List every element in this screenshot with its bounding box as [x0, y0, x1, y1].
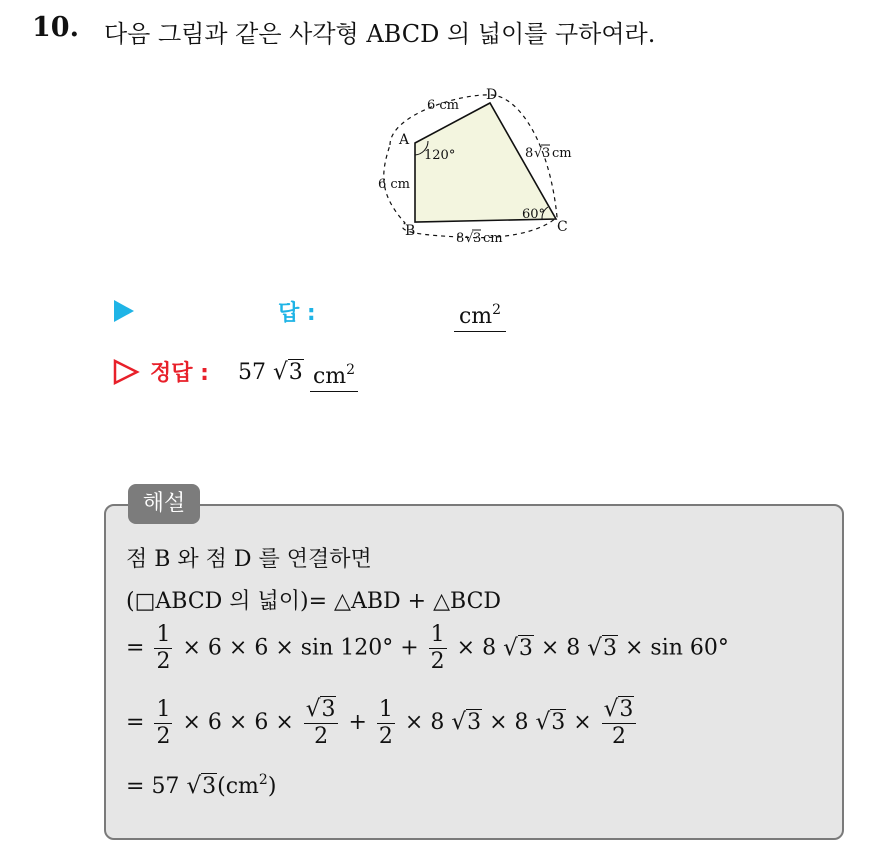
side-dc-label [525, 145, 572, 161]
solution-line-2: (□ABCD 의 넓이)= △ABD + △BCD [126, 589, 502, 614]
quadrilateral-diagram [360, 85, 600, 255]
svg-text:8: 8 [456, 231, 465, 246]
solution-line-4: = $\frac{1}{2}$ × 6 × 6 × $\frac{√3}{2}$ + $\frac{1}{2}$ × 8 √3 × 8 √3 × $\frac{√3}{2}$ [126, 696, 639, 750]
vertex-c-label: C [557, 219, 568, 235]
solution-line-3: = $\frac{1}{2}$ × 6 × 6 × sin 120° + $\frac{1}{2}$ × 8 √3 × 8 √3 × sin 60° [126, 622, 729, 674]
side-ad-label: 6 cm [427, 98, 460, 113]
angle-c-label: 60° [522, 207, 546, 222]
svg-text:cm: cm [552, 146, 572, 161]
answer-input[interactable]: $cm^2$ [454, 296, 506, 332]
vertex-a-label: A [399, 132, 410, 148]
vertex-b-label: B [405, 223, 416, 239]
solution-tag: 해설 [128, 484, 200, 524]
solution-line-1: 점 B 와 점 D 를 연결하면 [126, 547, 372, 572]
correct-answer-unit: $cm^2$ [310, 356, 358, 392]
problem-number: 10. [32, 12, 79, 43]
correct-answer-label: 정답 : [150, 361, 209, 386]
solution-line-5: = 57 $√3(cm^2)$ [126, 772, 277, 799]
quadrilateral-figure [360, 85, 600, 255]
outline-play-icon [112, 358, 140, 386]
play-icon [112, 298, 136, 324]
svg-text:8: 8 [525, 146, 534, 161]
svg-text:3: 3 [542, 146, 551, 161]
side-ab-label: 6 cm [378, 177, 411, 192]
answer-label: 답 : [278, 301, 316, 326]
angle-a-label: 120° [424, 148, 456, 163]
vertex-d-label: D [486, 87, 498, 103]
correct-answer-row [108, 356, 528, 392]
svg-text:√: √ [534, 146, 543, 161]
svg-text:3: 3 [473, 231, 482, 246]
correct-answer-value: 57 √3 [238, 359, 303, 385]
svg-text:√: √ [465, 231, 474, 246]
problem-text: 다음 그림과 같은 사각형 ABCD 의 넓이를 구하여라. [104, 20, 656, 48]
answer-row [108, 296, 528, 330]
svg-text:cm: cm [483, 231, 503, 246]
side-bc-label [456, 230, 503, 246]
